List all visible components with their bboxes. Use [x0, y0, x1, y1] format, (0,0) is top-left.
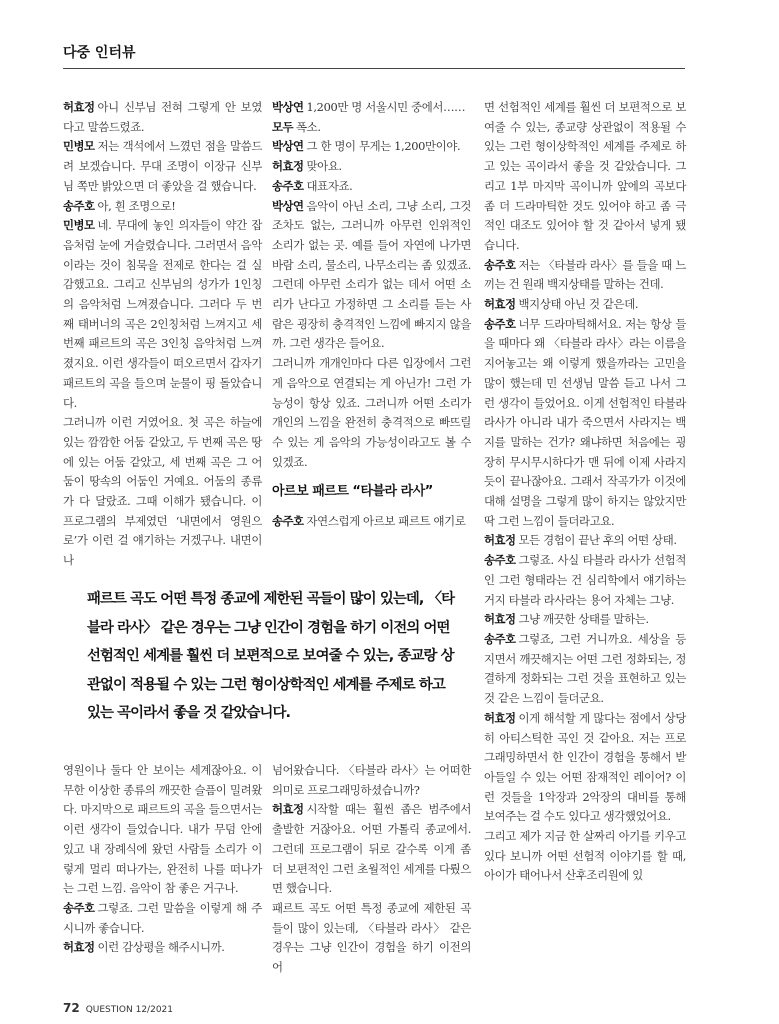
- speaker-name: 허효정: [272, 159, 304, 174]
- speaker-name: 송주호: [484, 316, 516, 331]
- paragraph: [272, 197, 471, 355]
- paragraph: [272, 800, 471, 899]
- paragraph-text: 모든 경험이 끝난 후의 어떤 상태.: [518, 533, 677, 548]
- speaker-name: 허효정: [484, 533, 516, 548]
- paragraph: [484, 315, 686, 532]
- paragraph: [484, 827, 686, 886]
- paragraph: [484, 709, 686, 827]
- paragraph: [272, 512, 471, 532]
- paragraph-text: 1,200만 명 서울시민 중에서……: [306, 100, 466, 114]
- subheading: 아르보 패르트 “타블라 라사”: [272, 484, 433, 500]
- speaker-name: 허효정: [484, 612, 516, 627]
- paragraph-text: 면 선험적인 세계를 훨씬 더 보편적으로 보여줄 수 있는, 종교량 상관없이 적용될 수 있는 그런 형이상학적인 세계를 주제로 하고 있는 곡이라서 좋을 것 같았습니다. 그리고 1부 마지막 곡이니까 앞에의 곡보다 좀 더 드라마틱한 것도 있어야 하고 좀 극적인 대조도 있어야 할 것 같아서 넣게 됐습니다.: [484, 100, 686, 252]
- paragraph: [63, 98, 262, 137]
- paragraph: [272, 899, 471, 978]
- paragraph-text: 그러니까 개개인마다 다른 입장에서 그런 게 음악으로 연결되는 게 아닌가! 그런 가능성이 항상 있죠. 그러니까 어떤 소리가 개인의 느낌을 완전히 충격적으로 빠뜨릴 수 있는 게 음악의 가능성이라고도 볼 수 있겠죠.: [272, 356, 471, 469]
- speaker-name: 허효정: [484, 297, 516, 312]
- paragraph-text: 시작할 때는 훨씬 좁은 범주에서 출발한 거잖아요. 어떤 가톨릭 종교에서. 그런데 프로그램이 뒤로 갈수록 이게 좀 더 보편적인 그런 초월적인 세계를 다뤘으면 했습니다.: [272, 802, 471, 896]
- paragraph-text: 패르트 곡도 어떤 특정 종교에 제한된 곡들이 많이 있는데, 〈타블라 라사〉 같은 경우는 그냥 인간이 경험을 하기 이전의 어: [272, 900, 471, 975]
- paragraph-text: 영원이나 둘다 안 보이는 세계잖아요. 이 무한 이상한 종류의 깨끗한 슬픔이 밀려왔다. 마지막으로 패르트의 곡을 들으면서는 이런 생각이 들었습니다. 내가 무덤 안에 있고 내 장례식에 왔던 사람들 소리가 이렇게 멀리 떠나가는, 완전히 나를 떠나가는 그런 느낌. 음악이 참 좋은 거구나.: [63, 763, 262, 896]
- paragraph-text: 폭소.: [296, 119, 321, 134]
- paragraph-text: 이게 해석할 게 많다는 점에서 상당히 아티스틱한 곡인 것 같아요. 저는 프로그래밍하면서 한 인간이 경험을 통해서 받아들일 수 있는 어떤 잠재적인 레이어? 이런 것들을 1악장과 2악장의 대비를 통해 보여주는 걸 수도 있다고 생각했었어요.: [484, 710, 686, 824]
- section-title: 다중 인터뷰: [63, 45, 136, 61]
- column-2-after-text: [272, 512, 471, 532]
- speaker-name: 박상연: [272, 139, 304, 154]
- magazine-issue: QUESTION 12/2021: [85, 1005, 173, 1015]
- paragraph: [63, 216, 262, 413]
- paragraph-text: 그러니까 이런 거였어요. 첫 곡은 하늘에 있는 깜깜한 어둠 같았고, 두 번째 곡은 땅에 있는 어둠 같았고, 세 번째 곡은 그 어둠이 땅속의 어둠인 거예요. 어둠의 종류가 다 달랐죠. 그때 이해가 됐습니다. 이 프로그램의 부제였던 ‘내면에서 영원으로’가 이런 걸 얘기하는 거겠구나. 내면이나: [63, 415, 262, 568]
- pull-quote: 패르트 곡도 어떤 특정 종교에 제한된 곡들이 많이 있는데, 〈타블라 라사〉 같은 경우는 그냥 인간이 경험을 하기 이전의 어떤 선험적인 세계를 훨씬 더 보편적으로 보여줄 수 있는, 종교랑 상관없이 적용될 수 있는 그런 형이상학적인 세계를 주제로 하고 있는 곡이라서 좋을 것 같았습니다.: [87, 591, 455, 721]
- speaker-name: 송주호: [484, 553, 516, 568]
- paragraph: [272, 761, 471, 800]
- paragraph: [484, 531, 686, 551]
- header-rule: [63, 68, 685, 69]
- paragraph: [484, 295, 686, 315]
- paragraph-text: 저는 〈타블라 라사〉를 들을 때 느끼는 건 원래 백지상태를 말하는 건데.: [484, 257, 686, 292]
- paragraph-text: 그냥 깨끗한 상태를 말하는.: [518, 612, 649, 627]
- paragraph-text: 너무 드라마틱해서요. 저는 항상 들을 때마다 왜 〈타블라 라사〉라는 이름을 지어놓고는 왜 이렇게 했을까라는 고민을 많이 했는데 민 선생님 말씀 듣고 나서 그런 생각이 들었어요. 이게 선험적인 타블라 라사가 아니라 내가 죽으면서 사라지는 백지를 말하는 건가? 왜냐하면 처음에는 굉장히 무시무시하다가 맨 뒤에 이제 사라지듯이 끝나잖아요. 그래서 작곡가가 이것에 대해 설명을 그렇게 많이 하지는 않았지만 딱 그런 느낌이 들더라고요.: [484, 316, 686, 528]
- paragraph-text: 맞아요.: [306, 159, 342, 174]
- column-2-top: [272, 98, 471, 532]
- paragraph-text: 아, 흰 조명으로!: [97, 198, 176, 213]
- speaker-name: 허효정: [272, 802, 304, 817]
- speaker-name: 민병모: [63, 139, 95, 154]
- speaker-name: 민병모: [63, 218, 95, 233]
- paragraph: [484, 551, 686, 610]
- paragraph-text: 저는 객석에서 느꼈던 점을 말씀드려 보겠습니다. 무대 조명이 이장규 신부님 쪽만 밝았으면 더 좋았을 걸 했습니다.: [63, 139, 262, 193]
- paragraph: [484, 610, 686, 630]
- column-2-top-text: [272, 98, 471, 472]
- paragraph: [63, 761, 262, 899]
- paragraph: [63, 137, 262, 196]
- speaker-name: 송주호: [272, 514, 304, 529]
- paragraph-text: 넘어왔습니다. 〈타블라 라사〉는 어떠한 의미로 프로그래밍하셨습니까?: [272, 763, 471, 797]
- page-number: 72: [63, 1001, 80, 1015]
- paragraph: [272, 354, 471, 472]
- page-footer: [63, 1001, 173, 1015]
- speaker-name: 모두: [272, 119, 294, 134]
- speaker-name: 송주호: [272, 178, 304, 193]
- paragraph-text: 그렇죠. 그런 말씀을 이렇게 해 주시니까 좋습니다.: [63, 900, 262, 935]
- paragraph: [272, 157, 471, 177]
- column-2-bottom: [272, 761, 471, 978]
- speaker-name: 송주호: [63, 900, 95, 915]
- column-1-top: [63, 98, 262, 571]
- speaker-name: 허효정: [484, 710, 516, 725]
- paragraph: [484, 98, 686, 256]
- paragraph: [272, 98, 471, 118]
- speaker-name: 송주호: [484, 257, 516, 272]
- speaker-name: 박상연: [272, 198, 304, 213]
- paragraph: [272, 118, 471, 138]
- paragraph-text: 그렇죠, 그런 거니까요. 세상을 등지면서 깨끗해지는 어떤 그런 정화되는, 정결하게 정화되는 그런 것을 표현하고 있는 것 같은 느낌이 들더군요.: [484, 631, 686, 706]
- paragraph: [63, 899, 262, 938]
- paragraph-text: 자연스럽게 아르보 패르트 얘기로: [306, 514, 466, 529]
- column-1-bottom: [63, 761, 262, 958]
- paragraph-text: 그리고 제가 지금 한 살짜리 아기를 키우고 있다 보니까 어떤 선험적 이야기를 할 때, 아이가 태어나서 산후조리원에 있: [484, 829, 686, 883]
- paragraph: [272, 177, 471, 197]
- paragraph-text: 네. 무대에 놓인 의자들이 약간 잡음처럼 눈에 거슬렸습니다. 그러면서 음악이라는 것이 침묵을 전제로 한다는 걸 실감했고요. 그리고 신부님의 성가가 1인칭의 음악처럼 느껴졌습니다. 그러다 두 번째 태버너의 곡은 2인칭처럼 느껴지고 세 번째 패르트의 곡은 3인칭 음악처럼 느껴졌지요. 이런 생각들이 떠오르면서 갑자기 패르트의 곡을 들으며 눈물이 핑 돌았습니다.: [63, 218, 262, 410]
- paragraph-text: 그렇죠. 사실 타블라 라사가 선험적인 그런 형태라는 건 심리학에서 얘기하는 거지 타블라 라사라는 용어 자체는 그냥.: [484, 553, 686, 607]
- speaker-name: 허효정: [63, 100, 95, 114]
- paragraph: [63, 197, 262, 217]
- speaker-name: 송주호: [484, 631, 516, 646]
- paragraph: [272, 137, 471, 157]
- paragraph: [484, 256, 686, 295]
- paragraph: [63, 938, 262, 958]
- paragraph-text: 그 한 명이 무게는 1,200만이야.: [306, 139, 461, 154]
- speaker-name: 허효정: [63, 940, 95, 955]
- speaker-name: 박상연: [272, 100, 304, 114]
- paragraph: [484, 630, 686, 709]
- paragraph-text: 음악이 아닌 소리, 그냥 소리, 그것조차도 없는, 그러니까 아무런 인위적인 소리가 없는 곳. 예를 들어 자연에 나가면 바람 소리, 물소리, 나무소리는 좀 있겠죠. 그런데 아무런 소리가 없는 데서 어떤 소리가 난다고 가정하면 그 소리를 듣는 사람은 굉장히 충격적인 느낌에 빠지지 않을까. 그런 생각은 들어요.: [272, 198, 471, 351]
- paragraph-text: 대표자죠.: [306, 178, 353, 193]
- speaker-name: 송주호: [63, 198, 95, 213]
- paragraph-text: 아니 신부님 전혀 그렇게 안 보였다고 말씀드렸죠.: [63, 100, 262, 134]
- paragraph: [63, 413, 262, 571]
- paragraph-text: 백지상태 아닌 것 같은데.: [518, 297, 639, 312]
- column-3: [484, 98, 686, 886]
- paragraph-text: 이런 감상평을 해주시니까.: [97, 940, 225, 955]
